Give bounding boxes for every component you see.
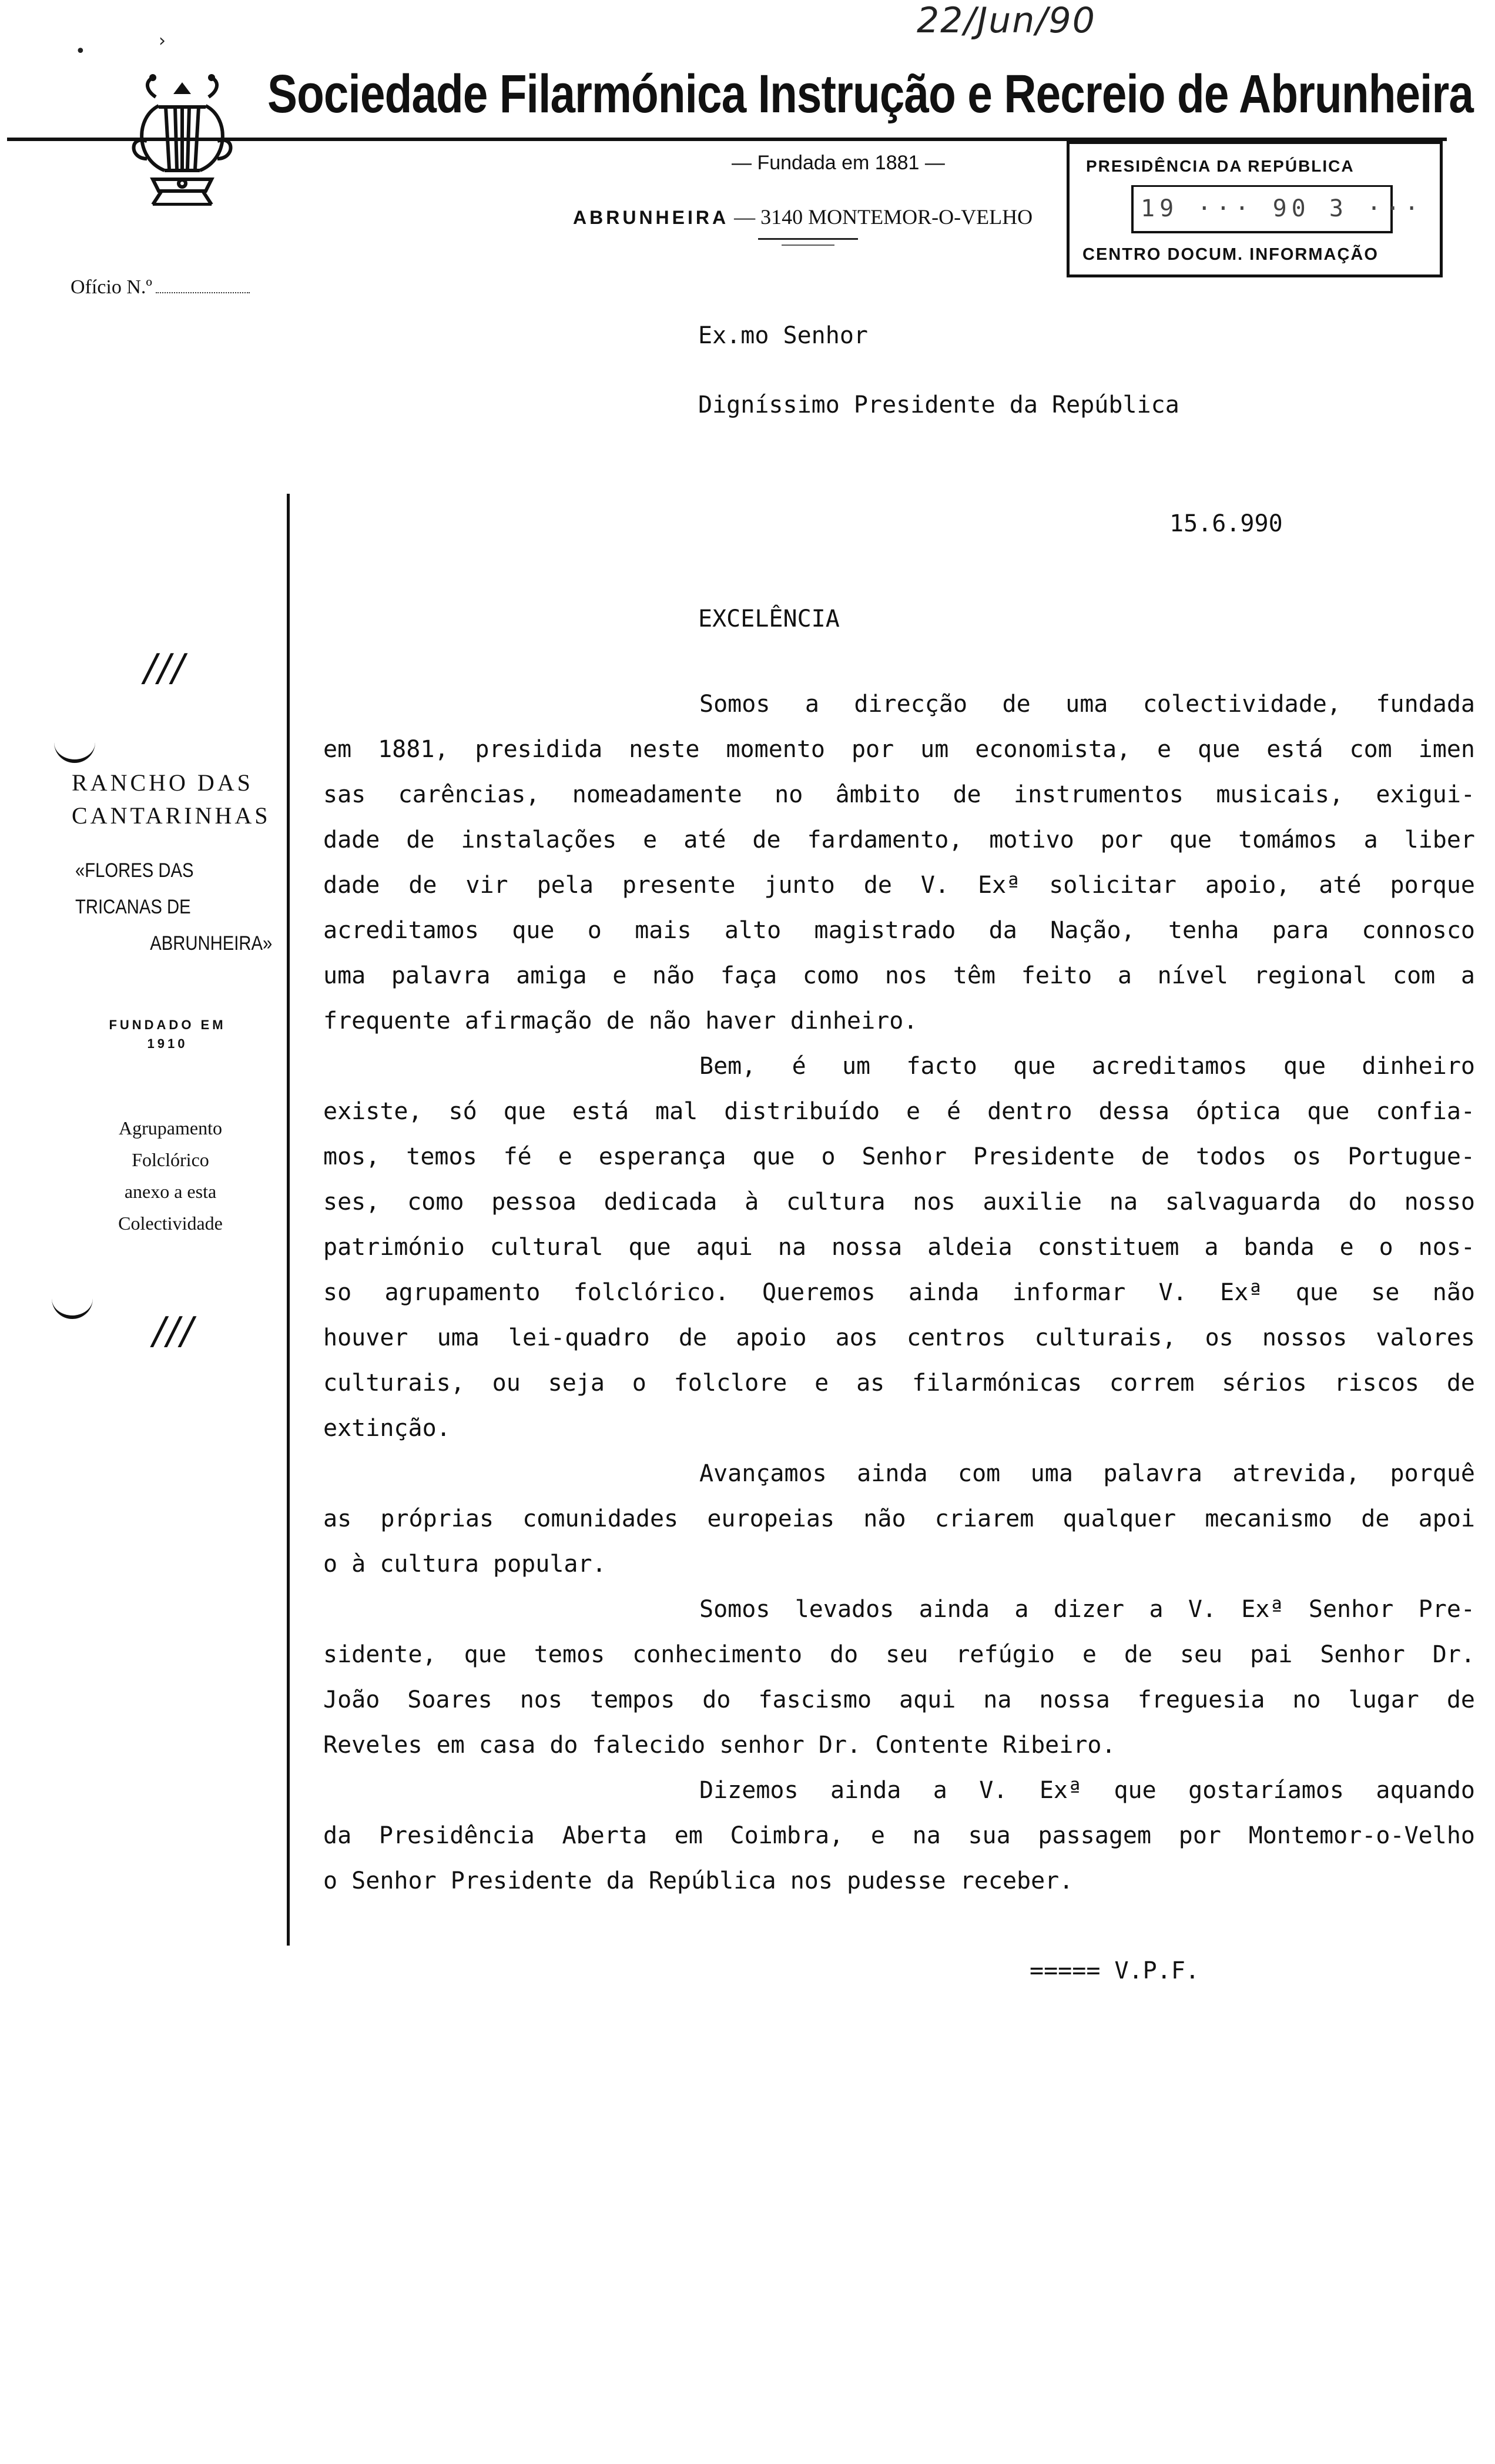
letter-line: João Soares nos tempos do fascismo aqui na nossa freguesia no lugar de	[323, 1686, 1475, 1713]
agrupamento-note	[71, 1112, 270, 1239]
letterhead-title: Sociedade Filarmónica Instrução e Recreio de Abrunheira	[267, 64, 1474, 124]
scan-mark: •	[75, 41, 86, 62]
town-name: 3140 MONTEMOR-O-VELHO	[760, 205, 1033, 229]
letter-line: Reveles em casa do falecido senhor Dr. Contente Ribeiro.	[323, 1732, 1116, 1759]
letter-line: Avançamos ainda com uma palavra atrevida, porquê	[699, 1460, 1475, 1487]
address-separator: —	[734, 205, 756, 229]
letter-line: o à cultura popular.	[323, 1551, 606, 1578]
letter-line: património cultural que aqui na nossa aldeia constituem a banda e o nos-	[323, 1234, 1475, 1261]
letter-greeting: EXCELÊNCIA	[698, 605, 840, 632]
oficio-number	[71, 276, 250, 299]
oficio-label: Ofício N.º	[71, 276, 152, 298]
letter-body	[323, 682, 1475, 1904]
place-name: ABRUNHEIRA	[573, 207, 729, 228]
letter-line: mos, temos fé e esperança que o Senhor Presidente de todos os Portugue-	[323, 1143, 1475, 1170]
signoff: ===== V.P.F.	[1030, 1957, 1199, 1984]
flores-line-1: «FLORES DAS	[75, 859, 194, 882]
stamp-bottom-text: CENTRO DOCUM. INFORMAÇÃO	[1082, 245, 1379, 264]
scan-mark: ›	[159, 31, 166, 51]
stamp-date: 19 ··· 90 3 ···	[1141, 195, 1424, 222]
address-line	[573, 205, 1033, 229]
agrup-line-2: Folclórico	[132, 1149, 209, 1170]
agrup-line-3: anexo a esta	[124, 1181, 217, 1202]
letter-line: dade de instalações e até de fardamento, motivo por que tomámos a liber	[323, 826, 1475, 853]
salutation-line-2: Digníssimo Presidente da República	[698, 391, 1179, 419]
address-rule	[758, 238, 858, 240]
salutation-line-1: Ex.mo Senhor	[698, 322, 868, 349]
slashes-bottom: ///	[153, 1310, 195, 1353]
flores-das-tricanas	[75, 852, 272, 962]
letter-line: houver uma lei-quadro de apoio aos centros culturais, os nossos valores	[323, 1324, 1475, 1351]
agrup-line-1: Agrupamento	[119, 1117, 222, 1139]
rancho-line-1: RANCHO DAS	[72, 769, 253, 796]
stamp-date-box	[1131, 185, 1424, 233]
letter-line: acreditamos que o mais alto magistrado da Nação, tenha para connosco	[323, 917, 1475, 944]
letter-line: em 1881, presidida neste momento por um economista, e que está com imen	[323, 736, 1475, 763]
letter-line: sas carências, nomeadamente no âmbito de instrumentos musicais, exigui-	[323, 781, 1475, 808]
letter-line: uma palavra amiga e não faça como nos têm feito a nível regional com a	[323, 962, 1475, 989]
letter-line: Dizemos ainda a V. Exª que gostaríamos aquando	[699, 1777, 1475, 1804]
rancho-line-2: CANTARINHAS	[72, 802, 271, 829]
founded-line: — Fundada em 1881 —	[732, 152, 945, 174]
letter-line: as próprias comunidades europeias não criarem qualquer mecanismo de apoi	[323, 1505, 1475, 1532]
letter-line: Somos levados ainda a dizer a V. Exª Senhor Pre-	[699, 1596, 1475, 1623]
letter-line: frequente afirmação de não haver dinheiro.	[323, 1007, 918, 1035]
stamp-top-text: PRESIDÊNCIA DA REPÚBLICA	[1086, 157, 1355, 175]
oficio-blank-line	[156, 292, 250, 293]
letter-line: da Presidência Aberta em Coimbra, e na sua passagem por Montemor-o-Velho	[323, 1822, 1475, 1849]
letter-line: o Senhor Presidente da República nos pudesse receber.	[323, 1867, 1074, 1894]
letter-line: ses, como pessoa dedicada à cultura nos auxilie na salvaguarda do nosso	[323, 1189, 1475, 1216]
flores-line-2: TRICANAS DE	[75, 896, 191, 918]
letter-line: Somos a direcção de uma colectividade, fundada	[699, 691, 1475, 718]
letter-line: sidente, que temos conhecimento do seu refúgio e de seu pai Senhor Dr.	[323, 1641, 1475, 1668]
letter-date: 15.6.990	[1169, 510, 1283, 537]
letter-line: so agrupamento folclórico. Queremos ainda informar V. Exª que se não	[323, 1279, 1475, 1306]
handwritten-date-note: 22/Jun/90	[917, 0, 1096, 41]
hook-mark-top	[54, 742, 95, 763]
agrup-line-4: Colectividade	[118, 1213, 223, 1234]
fundado-line-2: 1910	[147, 1036, 188, 1051]
letter-line: Bem, é um facto que acreditamos que dinheiro	[699, 1053, 1475, 1080]
slashes-top: ///	[144, 647, 186, 690]
fundado-line-1: FUNDADO EM	[109, 1017, 226, 1032]
flores-line-3: ABRUNHEIRA»	[150, 932, 273, 955]
hook-mark-bottom	[52, 1298, 93, 1319]
letter-line: culturais, ou seja o folclore e as filarmónicas correm sérios riscos de	[323, 1370, 1475, 1397]
letter-line: dade de vir pela presente junto de V. Exª solicitar apoio, até porque	[323, 872, 1475, 899]
letter-line: existe, só que está mal distribuído e é dentro dessa óptica que confia-	[323, 1098, 1475, 1125]
fundado-em	[71, 1016, 264, 1053]
rancho-name	[72, 766, 270, 832]
letter-line: extinção.	[323, 1415, 451, 1442]
reception-stamp	[1067, 141, 1443, 277]
sidebar-vertical-rule	[287, 494, 290, 1946]
address-rule-short	[782, 245, 834, 246]
